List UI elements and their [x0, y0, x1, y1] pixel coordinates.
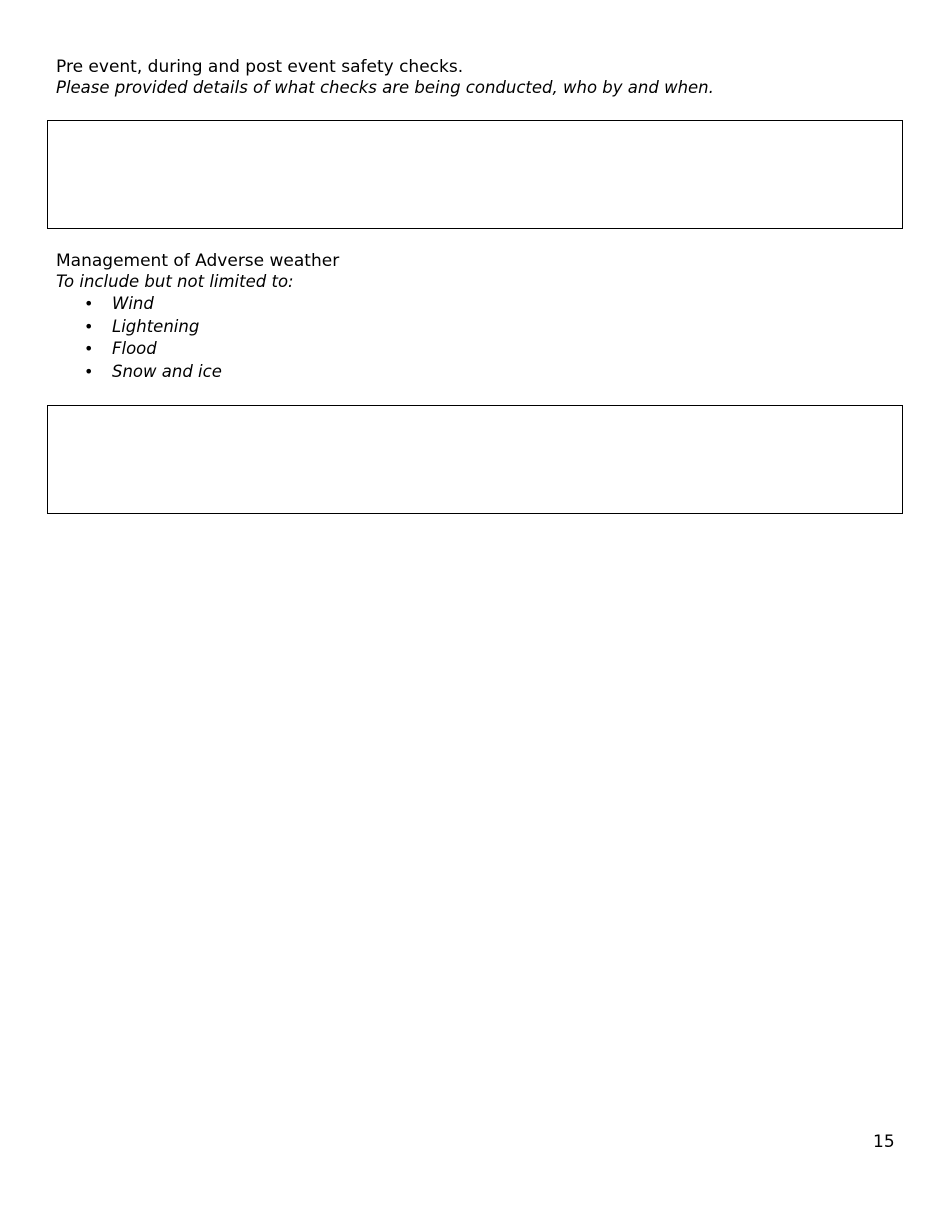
list-item-text: Flood	[112, 339, 157, 358]
bullet-icon: •	[84, 339, 94, 358]
adverse-weather-answer-box[interactable]	[47, 405, 903, 514]
safety-checks-answer-box[interactable]	[47, 120, 903, 229]
page-number: 15	[873, 1132, 895, 1152]
list-item-text: Wind	[112, 294, 154, 313]
list-item-text: Lightening	[112, 316, 200, 336]
bullet-icon: •	[84, 294, 94, 313]
list-item-text: Snow and ice	[112, 361, 222, 381]
bullet-icon: •	[84, 316, 94, 336]
adverse-weather-heading: Management of Adverse weather	[56, 251, 340, 271]
safety-checks-instruction: Please provided details of what checks are being conducted, who by and when.	[56, 78, 714, 97]
adverse-weather-instruction: To include but not limited to:	[56, 272, 294, 291]
safety-checks-heading: Pre event, during and post event safety checks.	[56, 57, 464, 77]
bullet-icon: •	[84, 361, 94, 381]
